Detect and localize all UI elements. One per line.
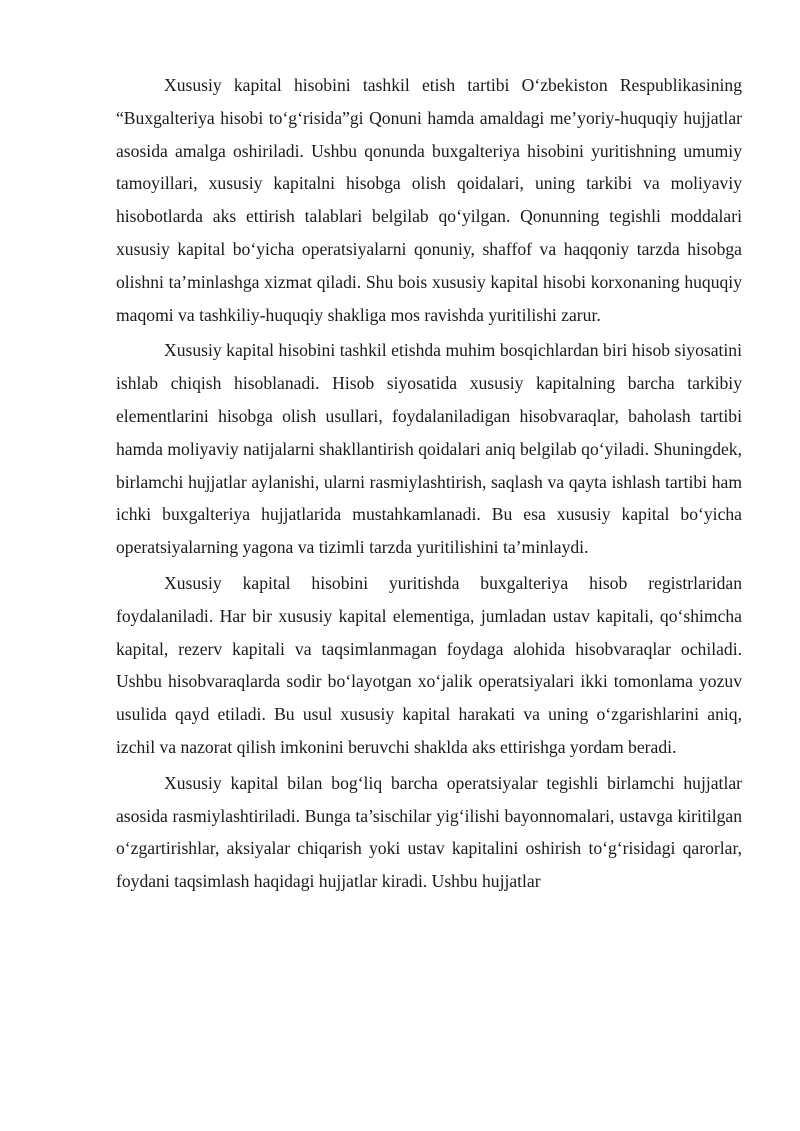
paragraph-accounting-registers: Xususiy kapital hisobini yuritishda buxgalteriya hisob registrlaridan foydalaniladi. Har bir xususiy kapital elementiga, jumladan ustav kapitali, qo‘shimcha kapital, rezerv kapitali va taqsimlanmagan foydaga alohida hisobvaraqlar ochiladi. Ushbu hisobvaraqlarda sodir bo‘layotgan xo‘jalik operatsiyalari ikki tomonlama yozuv usulida qayd etiladi. Bu usul xususiy kapital harakati va uning o‘zgarishlarini aniq, izchil va nazorat qilish imkonini beruvchi shaklda aks ettirishga yordam beradi.	[116, 572, 742, 757]
paragraph-legal-basis: Xususiy kapital hisobini tashkil etish tartibi O‘zbekiston Respublikasining “Buxgalteriya hisobi to‘g‘risida”gi Qonuni hamda amaldagi me’yoriy-huquqiy hujjatlar asosida amalga oshiriladi. Ushbu qonunda buxgalteriya hisobini yuritishning umumiy tamoyillari, xususiy kapitalni hisobga olish qoidalari, uning tarkibi va moliyaviy hisobotlarda aks ettirish talablari belgilab qo‘yilgan. Qonunning tegishli moddalari xususiy kapital bo‘yicha operatsiyalarni qonuniy, shaffof va haqqoniy tarzda hisobga olishni ta’minlashga xizmat qiladi. Shu bois xususiy kapital hisobi korxonaning huquqiy maqomi va tashkiliy-huquqiy shakliga mos ravishda yuritilishi zarur.	[116, 75, 742, 325]
paragraph-accounting-policy: Xususiy kapital hisobini tashkil etishda muhim bosqichlardan biri hisob siyosatini ishlab chiqish hisoblanadi. Hisob siyosatida xususiy kapitalning barcha tarkibiy elementlarini hisobga olish usullari, foydalaniladigan hisobvaraqlar, baholash tartibi hamda moliyaviy natijalarni shakllantirish qoidalari aniq belgilab qo‘yiladi. Shuningdek, birlamchi hujjatlar aylanishi, ularni rasmiylashtirish, saqlash va qayta ishlash tartibi ham ichki buxgalteriya hujjatlarida mustahkamlanadi. Bu esa xususiy kapital bo‘yicha operatsiyalarning yagona va tizimli tarzda yuritilishini ta’minlaydi.	[116, 340, 742, 558]
document-body	[116, 69, 742, 901]
paragraph-primary-documents: Xususiy kapital bilan bog‘liq barcha operatsiyalar tegishli birlamchi hujjatlar asosida rasmiylashtiriladi. Bunga ta’sischilar yig‘ilishi bayonnomalari, ustavga kiritilgan o‘zgartirishlar, aksiyalar chiqarish yoki ustav kapitalini oshirish to‘g‘risidagi qarorlar, foydani taqsimlash haqidagi hujjatlar kiradi. Ushbu hujjatlar	[116, 772, 742, 892]
